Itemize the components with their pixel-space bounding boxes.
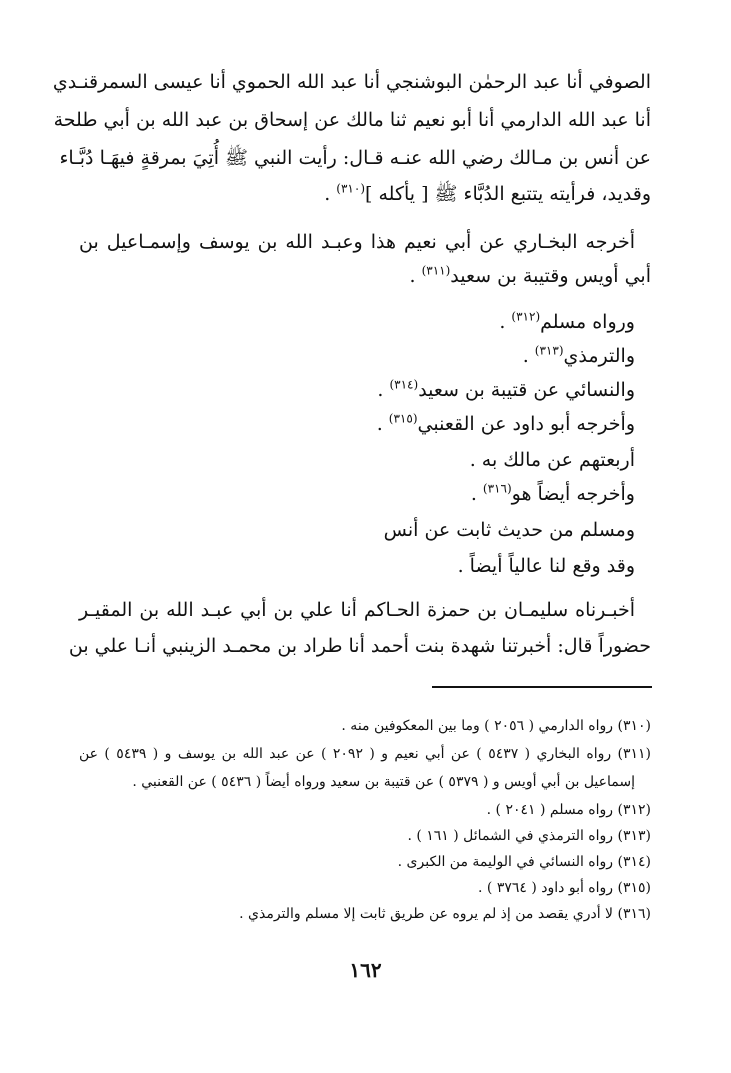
footnote: (٣١٤) رواه النسائي في الوليمة من الكبرى . <box>397 854 651 870</box>
text-line <box>409 264 651 288</box>
footnote: (٣١١) رواه البخاري ( ٥٤٣٧ ) عن أبي نعيم و ( ٢٠٩٢ ) عن عبد الله بن يوسف و ( ٥٤٣٩ ) عن <box>79 746 652 762</box>
text-line-content: والنسائي عن قتيبة بن سعيد <box>418 379 635 401</box>
period: . <box>409 265 416 287</box>
text-line: وقد وقع لنا عالياً أيضاً . <box>457 555 635 577</box>
text-line-content: والترمذي <box>563 345 635 367</box>
text-line-content: أبي أويس وقتيبة بن سعيد <box>450 265 651 287</box>
text-line <box>377 412 635 436</box>
footnote: (٣١٠) رواه الدارمي ( ٢٠٥٦ ) وما بين المعكوفين منه . <box>341 718 651 734</box>
text-line <box>324 182 651 206</box>
text-line-content: وأخرجه أبو داود عن القعنبي <box>417 413 635 435</box>
footnote-separator <box>432 686 652 688</box>
text-line <box>499 310 635 334</box>
text-line <box>523 344 635 368</box>
text-line: أخبـرناه سليمـان بن حمزة الحـاكم أنا علي بن أبي عبـد الله بن المقيـر <box>79 599 635 621</box>
footnote-ref: (٣١٣) <box>534 343 564 358</box>
text-line: ومسلم من حديث ثابت عن أنس <box>383 519 635 541</box>
text-line: أخرجه البخـاري عن أبي نعيم هذا وعبـد الله بن يوسف وإسمـاعيل بن <box>79 231 635 253</box>
text-line <box>471 482 635 506</box>
text-line-content: وقديد، فرأيته يتتبع الدُبَّاء ﷺ [ يأكله ] <box>365 183 651 205</box>
text-line <box>377 378 635 402</box>
period: . <box>376 413 383 435</box>
period: . <box>499 311 506 333</box>
footnote: (٣١٣) رواه الترمذي في الشمائل ( ١٦١ ) . <box>407 828 651 844</box>
text-line: حضوراً قال: أخبرتنا شهدة بنت أحمد أنا طراد بن محمـد الزينبي أنـا علي بن <box>68 635 651 657</box>
page-number: ١٦٢ <box>349 958 382 982</box>
text-line-content: وأخرجه أيضاً هو <box>511 483 635 505</box>
footnote-ref: (٣١١) <box>421 263 451 278</box>
footnote: (٣١٦) لا أدري يقصد من إذ لم يروه عن طريق ثابت إلا مسلم والترمذي . <box>239 906 651 922</box>
text-line: أربعتهم عن مالك به . <box>469 449 635 471</box>
footnote: (٣١٢) رواه مسلم ( ٢٠٤١ ) . <box>486 802 651 818</box>
footnote-continuation: إسماعيل بن أبي أويس و ( ٥٣٧٩ ) عن قتيبة بن سعيد ورواه أيضاً ( ٥٤٣٦ ) عن القعنبي . <box>132 774 635 790</box>
period: . <box>522 345 529 367</box>
footnote-ref: (٣١٠) <box>336 181 366 196</box>
text-line-content: ورواه مسلم <box>540 311 635 333</box>
period: . <box>470 483 477 505</box>
footnote-ref: (٣١٤) <box>389 377 419 392</box>
footnote-ref: (٣١٦) <box>482 481 512 496</box>
period: . <box>324 183 331 205</box>
text-line: الصوفي أنا عبد الرحمٰن البوشنجي أنا عبد الله الحموي أنا عيسى السمرقنـدي <box>52 71 651 93</box>
footnote-ref: (٣١٥) <box>388 411 418 426</box>
period: . <box>377 379 384 401</box>
text-line: أنا عبد الله الدارمي أنا أبو نعيم ثنا مالك عن إسحاق بن عبد الله بن أبي طلحة <box>53 109 651 131</box>
footnote-ref: (٣١٢) <box>511 309 541 324</box>
footnote: (٣١٥) رواه أبو داود ( ٣٧٦٤ ) . <box>478 880 651 896</box>
text-line: عن أنس بن مـالك رضي الله عنـه قـال: رأيت النبي ﷺ أُتِيَ بمرقةٍ فيهَـا دُبَّـاء <box>59 147 651 169</box>
